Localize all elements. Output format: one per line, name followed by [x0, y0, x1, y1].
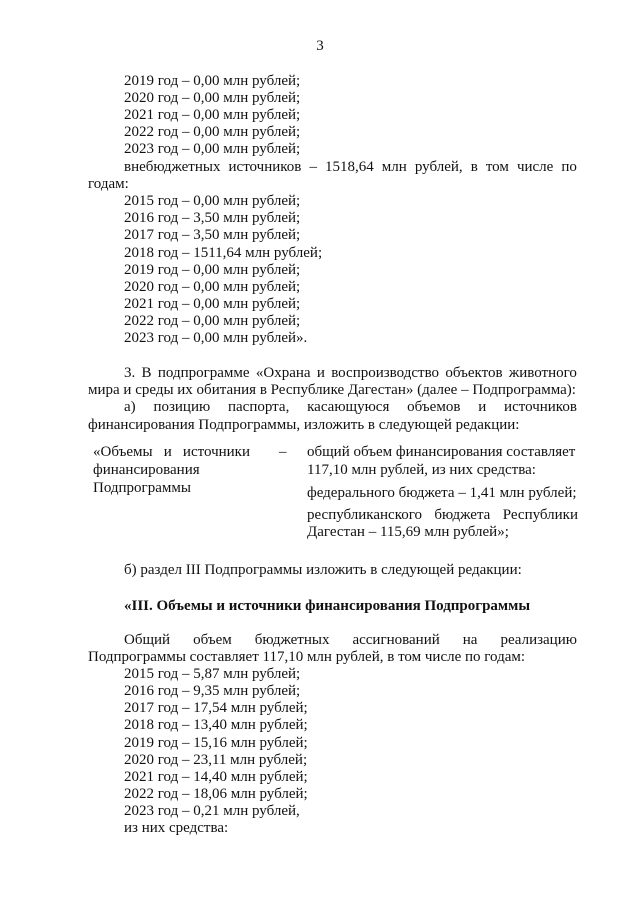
list-item: 2016 год – 3,50 млн рублей; — [124, 210, 301, 226]
item-3-line-2: мира и среды их обитания в Республике Дагестан» (далее – Подпрограмма): — [88, 382, 576, 398]
list-item: 2021 год – 0,00 млн рублей; — [124, 296, 301, 312]
list-item: 2022 год – 18,06 млн рублей; — [124, 786, 308, 802]
table-right-line-2: 117,10 млн рублей, из них средства: — [307, 462, 536, 478]
page-number: 3 — [316, 38, 324, 54]
table-dash: – — [279, 444, 287, 460]
list-item: 2019 год – 15,16 млн рублей; — [124, 735, 308, 751]
table-left-line-2: финансирования — [93, 462, 200, 478]
list-item: 2021 год – 0,00 млн рублей; — [124, 107, 301, 123]
list-item: 2023 год – 0,21 млн рублей, — [124, 803, 300, 819]
extra-budget-line: внебюджетных источников – 1518,64 млн рублей, в том числе по — [124, 159, 577, 175]
list-item: 2016 год – 9,35 млн рублей; — [124, 683, 301, 699]
item-3a-line: а) позицию паспорта, касающуюся объемов и источников — [124, 399, 577, 415]
list-item: 2022 год – 0,00 млн рублей; — [124, 313, 301, 329]
paragraph-line-2: Подпрограммы составляет 117,10 млн рублей, в том числе по годам: — [88, 649, 526, 665]
list-item: 2018 год – 13,40 млн рублей; — [124, 717, 308, 733]
list-item: 2020 год – 0,00 млн рублей; — [124, 279, 301, 295]
item-b: б) раздел III Подпрограммы изложить в следующей редакции: — [124, 562, 522, 578]
paragraph-line-1: Общий объем бюджетных ассигнований на реализацию — [124, 632, 577, 648]
list-item: 2015 год – 0,00 млн рублей; — [124, 193, 301, 209]
list-item: 2018 год – 1511,64 млн рублей; — [124, 245, 323, 261]
table-left-line-3: Подпрограммы — [93, 480, 191, 496]
list-item: 2019 год – 0,00 млн рублей; — [124, 73, 301, 89]
list-item: 2017 год – 3,50 млн рублей; — [124, 227, 301, 243]
list-item: 2019 год – 0,00 млн рублей; — [124, 262, 301, 278]
item-3-line-1: 3. В подпрограмме «Охрана и воспроизводство объектов животного — [124, 365, 577, 381]
item-3a-cont: финансирования Подпрограммы, изложить в следующей редакции: — [88, 417, 520, 433]
tail-text: из них средства: — [124, 820, 229, 836]
table-right-line-3: федерального бюджета – 1,41 млн рублей; — [307, 485, 577, 501]
table-right-line-5: Дагестан – 115,69 млн рублей»; — [307, 524, 509, 540]
list-item: 2020 год – 0,00 млн рублей; — [124, 90, 301, 106]
table-right-line-1: общий объем финансирования составляет — [307, 444, 576, 460]
list-item: 2023 год – 0,00 млн рублей; — [124, 141, 301, 157]
list-item: 2021 год – 14,40 млн рублей; — [124, 769, 308, 785]
list-item: 2020 год – 23,11 млн рублей; — [124, 752, 308, 768]
section-heading: «III. Объемы и источники финансирования Подпрограммы — [124, 598, 531, 614]
table-right-line-4: республиканского бюджета Республики — [307, 507, 578, 523]
list-item: 2017 год – 17,54 млн рублей; — [124, 700, 308, 716]
list-item: 2022 год – 0,00 млн рублей; — [124, 124, 301, 140]
list-item: 2015 год – 5,87 млн рублей; — [124, 666, 301, 682]
table-left-line-1: «Объемы и источники — [93, 444, 250, 460]
list-item: 2023 год – 0,00 млн рублей». — [124, 330, 308, 346]
extra-budget-cont: годам: — [88, 176, 129, 192]
